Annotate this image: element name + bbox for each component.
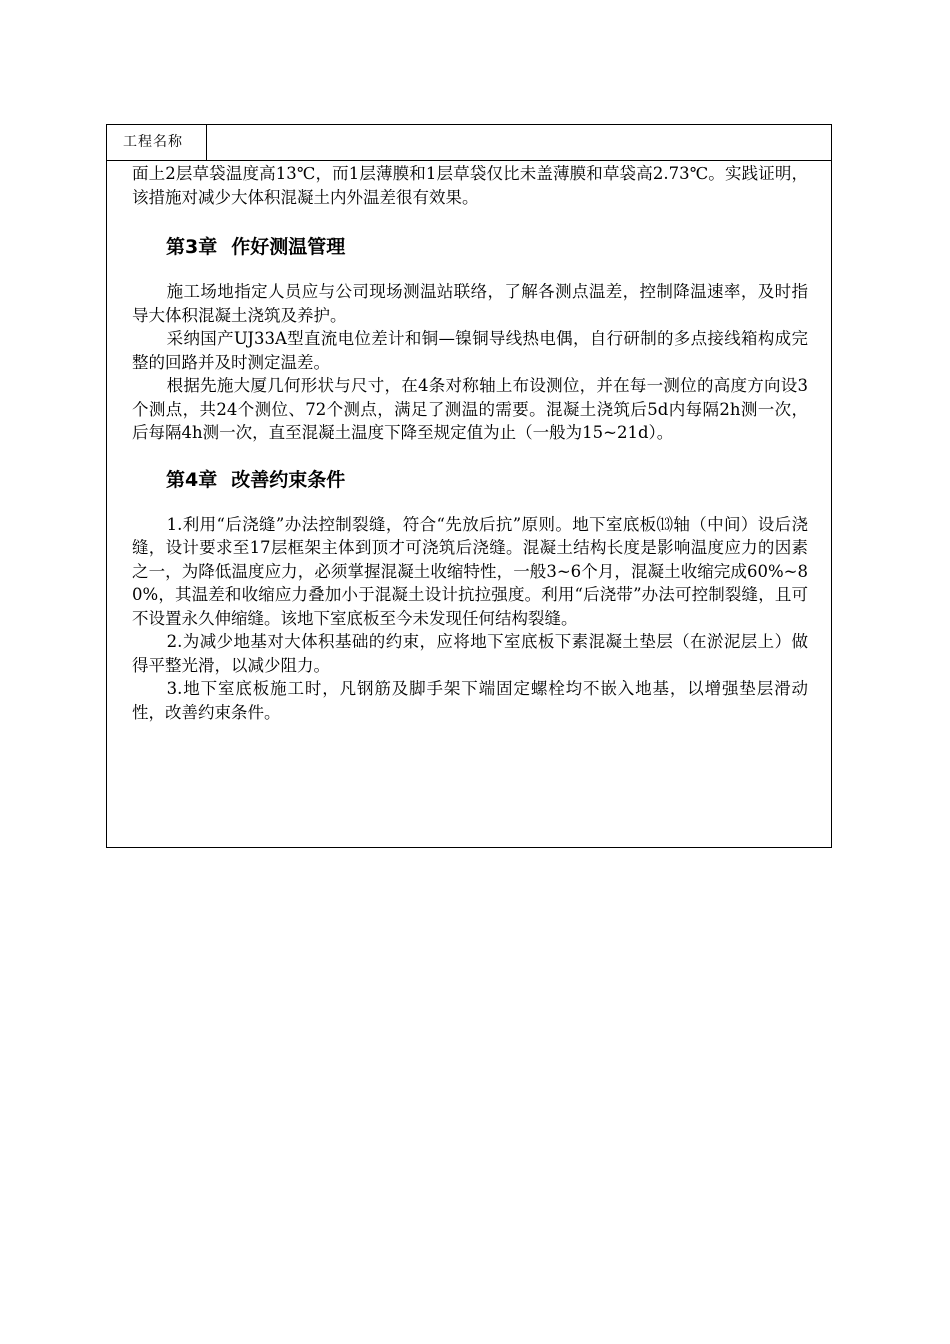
chapter-3-title: 作好测温管理 — [231, 236, 346, 258]
document-body — [132, 162, 808, 724]
intro-paragraph: 面上2层草袋温度高13℃，而1层薄膜和1层草袋仅比未盖薄膜和草袋高2.73℃。实践证明，该措施对减少大体积混凝土内外温差很有效果。 — [132, 164, 808, 207]
chapter-3-heading — [132, 234, 808, 260]
chapter-4-paragraph: 3.地下室底板施工时，凡钢筋及脚手架下端固定螺栓均不嵌入地基，以增强垫层滑动性，改善约束条件。 — [132, 679, 808, 722]
chapter-4-number: 第4章 — [166, 468, 218, 491]
chapter-4-paragraph: 2.为减少地基对大体积基础的约束，应将地下室底板下素混凝土垫层（在淤泥层上）做得平整光滑，以减少阻力。 — [132, 632, 808, 675]
chapter-4-heading — [132, 467, 808, 493]
chapter-3-paragraph: 采纳国产UJ33A型直流电位差计和铜—镍铜导线热电偶，自行研制的多点接线箱构成完整的回路并及时测定温差。 — [132, 329, 808, 372]
chapter-3-number: 第3章 — [166, 236, 218, 258]
chapter-3-paragraph: 施工场地指定人员应与公司现场测温站联络，了解各测点温差，控制降温速率，及时指导大体积混凝土浇筑及养护。 — [132, 282, 808, 325]
document-table — [106, 124, 832, 848]
header-row — [107, 125, 831, 161]
chapter-4-title: 改善约束条件 — [231, 468, 346, 491]
chapter-3-paragraph: 根据先施大厦几何形状与尺寸，在4条对称轴上布设测位，并在每一测位的高度方向设3个测点，共24个测位、72个测点，满足了测温的需要。混凝土浇筑后5d内每隔2h测一次，后每隔4h测一次，直至混凝土温度下降至规定值为止（一般为15~21d）。 — [132, 376, 808, 442]
project-name-label: 工程名称 — [107, 125, 207, 160]
project-name-value — [207, 125, 831, 160]
chapter-4-paragraph: 1.利用“后浇缝”办法控制裂缝，符合“先放后抗”原则。地下室底板⒀轴（中间）设后浇缝，设计要求至17层框架主体到顶才可浇筑后浇缝。混凝土结构长度是影响温度应力的因素之一，为降低温度应力，必须掌握混凝土收缩特性，一般3~6个月，混凝土收缩完成60%~80%，其温差和收缩应力叠加小于混凝土设计抗拉强度。利用“后浇带”办法可控制裂缝，且可不设置永久伸缩缝。该地下室底板至今未发现任何结构裂缝。 — [132, 514, 808, 628]
